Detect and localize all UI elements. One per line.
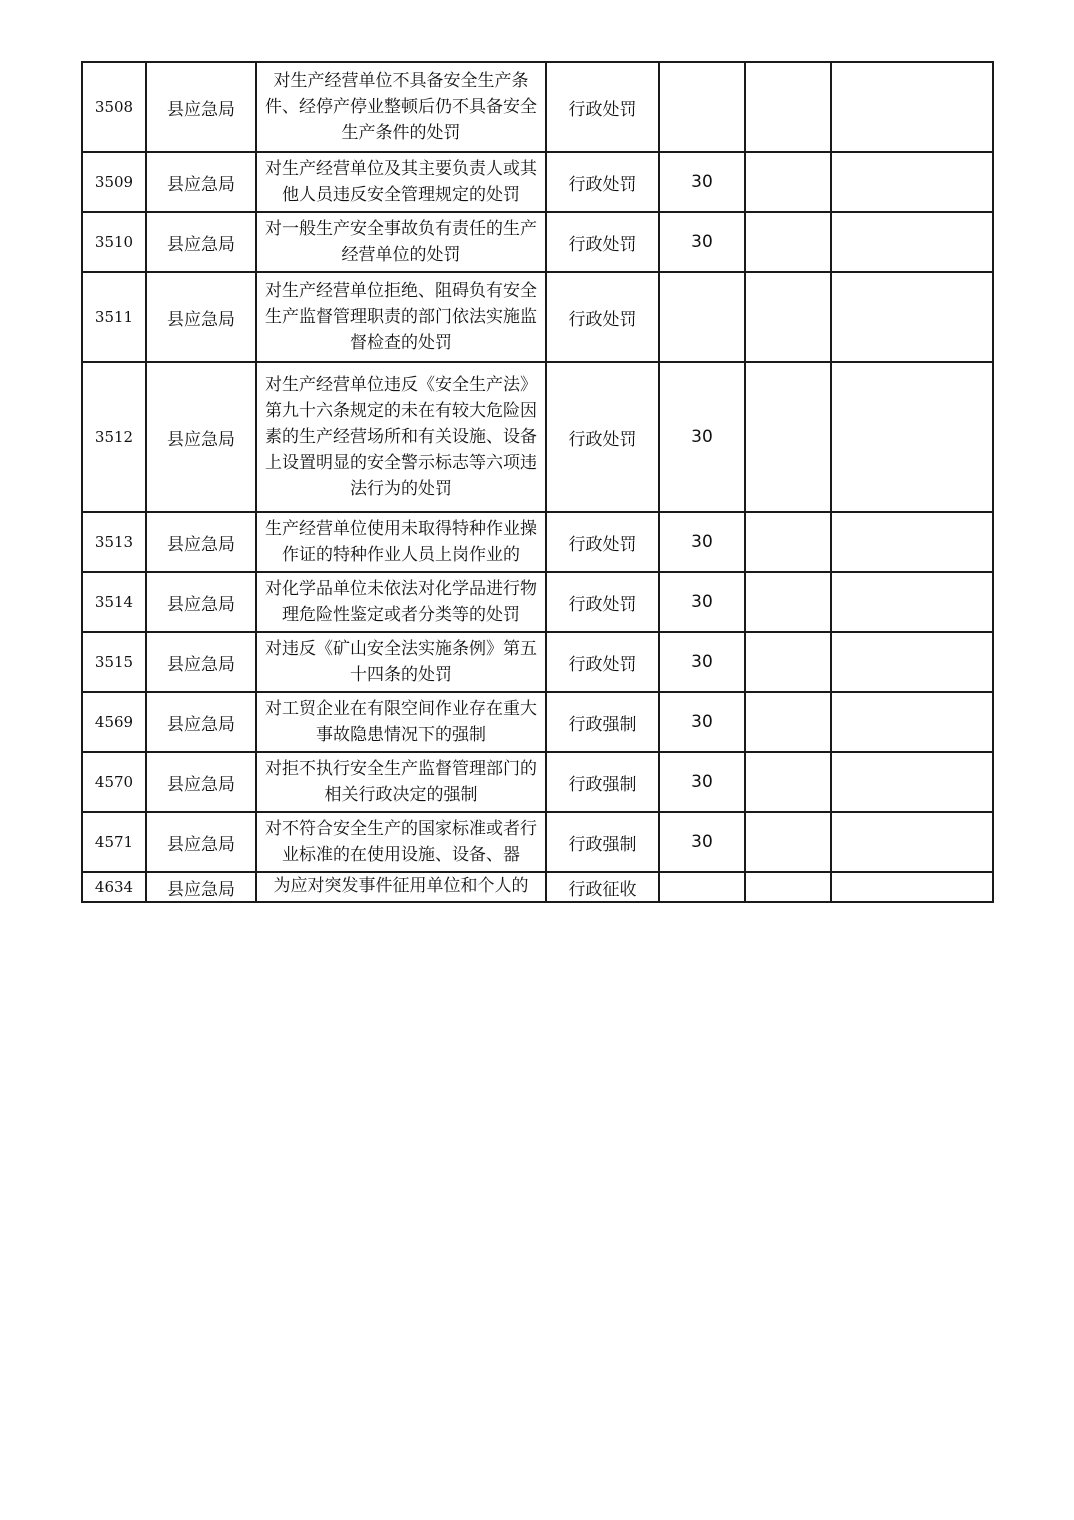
item-number-cell (82, 272, 146, 362)
item-type: 行政处罚 (568, 234, 637, 255)
time-limit: 30 (691, 592, 713, 612)
column-6-cell (745, 572, 831, 632)
item-number-cell (82, 512, 146, 572)
item-number: 3510 (94, 233, 134, 251)
item-type: 行政处罚 (568, 594, 637, 615)
item-type: 行政强制 (568, 834, 637, 855)
item-number-cell (82, 692, 146, 752)
item-number-cell (82, 632, 146, 692)
item-type: 行政处罚 (568, 309, 637, 330)
time-limit-cell (659, 632, 745, 692)
item-name: 为应对突发事件征用单位和个人的 (273, 876, 529, 896)
time-limit: 30 (691, 532, 713, 552)
table-row (82, 512, 993, 572)
item-number-cell (82, 872, 146, 902)
time-limit-cell (659, 362, 745, 512)
department-cell (146, 62, 256, 152)
item-name-cell (256, 272, 546, 362)
department: 县应急局 (167, 834, 235, 855)
department: 县应急局 (167, 99, 235, 120)
time-limit-cell (659, 812, 745, 872)
department: 县应急局 (167, 714, 235, 735)
item-number: 3509 (94, 173, 134, 191)
column-6-cell (745, 752, 831, 812)
item-number: 3508 (94, 98, 134, 116)
table-body (82, 62, 993, 902)
department-cell (146, 272, 256, 362)
item-number: 4569 (94, 713, 134, 731)
item-name: 对工贸企业在有限空间作业存在重大事故隐患情况下的强制 (265, 699, 537, 745)
item-name-cell (256, 812, 546, 872)
time-limit-cell (659, 572, 745, 632)
column-6-cell (745, 692, 831, 752)
table-row (82, 632, 993, 692)
department-cell (146, 572, 256, 632)
table-row (82, 572, 993, 632)
table-row (82, 62, 993, 152)
column-7-cell (831, 212, 993, 272)
item-name: 生产经营单位使用未取得特种作业操作证的特种作业人员上岗作业的 (265, 519, 537, 565)
table-row (82, 752, 993, 812)
department-cell (146, 872, 256, 902)
item-name: 对生产经营单位及其主要负责人或其他人员违反安全管理规定的处罚 (265, 159, 537, 205)
table-row (82, 362, 993, 512)
column-7-cell (831, 362, 993, 512)
column-6-cell (745, 872, 831, 902)
item-type-cell (546, 152, 659, 212)
department-cell (146, 752, 256, 812)
department-cell (146, 362, 256, 512)
item-name-cell (256, 872, 546, 902)
column-6-cell (745, 212, 831, 272)
column-7-cell (831, 272, 993, 362)
item-number: 4571 (94, 833, 134, 851)
item-name-cell (256, 362, 546, 512)
column-6-cell (745, 152, 831, 212)
item-type-cell (546, 752, 659, 812)
item-type-cell (546, 632, 659, 692)
item-name: 对不符合安全生产的国家标准或者行业标准的在使用设施、设备、器 (265, 818, 537, 865)
item-number: 4634 (94, 878, 134, 896)
item-name-cell (256, 572, 546, 632)
table-row (82, 692, 993, 752)
item-name-cell (256, 512, 546, 572)
table-row (82, 152, 993, 212)
item-type-cell (546, 62, 659, 152)
table-row (82, 872, 993, 902)
item-name: 对违反《矿山安全法实施条例》第五十四条的处罚 (265, 639, 537, 685)
time-limit: 30 (691, 772, 713, 792)
item-name: 对生产经营单位违反《安全生产法》第九十六条规定的未在有较大危险因素的生产经营场所和有关设施、设备上设置明显的安全警示标志等六项违法行为的处罚 (265, 375, 537, 499)
item-number-cell (82, 62, 146, 152)
department-cell (146, 692, 256, 752)
department: 县应急局 (167, 174, 235, 195)
department: 县应急局 (167, 594, 235, 615)
department: 县应急局 (167, 654, 235, 675)
item-type-cell (546, 212, 659, 272)
column-6-cell (745, 632, 831, 692)
department: 县应急局 (167, 534, 235, 555)
item-name-cell (256, 212, 546, 272)
item-number-cell (82, 572, 146, 632)
department: 县应急局 (167, 879, 235, 900)
table-row (82, 212, 993, 272)
time-limit: 30 (691, 232, 713, 252)
item-name: 对一般生产安全事故负有责任的生产经营单位的处罚 (265, 219, 537, 265)
item-name-cell (256, 62, 546, 152)
column-7-cell (831, 152, 993, 212)
item-number-cell (82, 362, 146, 512)
item-type-cell (546, 362, 659, 512)
item-type-cell (546, 812, 659, 872)
table-row (82, 272, 993, 362)
column-7-cell (831, 62, 993, 152)
column-7-cell (831, 812, 993, 872)
item-number: 3515 (94, 653, 134, 671)
column-6-cell (745, 512, 831, 572)
item-number: 3512 (94, 428, 134, 446)
time-limit-cell (659, 272, 745, 362)
item-number: 3513 (94, 533, 134, 551)
time-limit: 30 (691, 427, 713, 447)
department: 县应急局 (167, 774, 235, 795)
item-type-cell (546, 872, 659, 902)
item-type-cell (546, 272, 659, 362)
item-type: 行政处罚 (568, 534, 637, 555)
column-7-cell (831, 752, 993, 812)
item-number: 4570 (94, 773, 134, 791)
item-type: 行政强制 (568, 774, 637, 795)
item-type: 行政处罚 (568, 99, 637, 120)
time-limit-cell (659, 752, 745, 812)
item-type: 行政处罚 (568, 654, 637, 675)
item-number-cell (82, 752, 146, 812)
item-type-cell (546, 512, 659, 572)
time-limit: 30 (691, 712, 713, 732)
column-7-cell (831, 572, 993, 632)
time-limit-cell (659, 212, 745, 272)
department-cell (146, 812, 256, 872)
department: 县应急局 (167, 309, 235, 330)
time-limit-cell (659, 872, 745, 902)
time-limit-cell (659, 692, 745, 752)
department-cell (146, 632, 256, 692)
item-name: 对拒不执行安全生产监督管理部门的相关行政决定的强制 (265, 759, 537, 805)
time-limit: 30 (691, 832, 713, 852)
column-6-cell (745, 362, 831, 512)
time-limit: 30 (691, 172, 713, 192)
column-7-cell (831, 692, 993, 752)
item-type: 行政处罚 (568, 429, 637, 450)
time-limit-cell (659, 512, 745, 572)
department: 县应急局 (167, 429, 235, 450)
item-number: 3514 (94, 593, 134, 611)
column-6-cell (745, 62, 831, 152)
item-number-cell (82, 812, 146, 872)
item-type-cell (546, 572, 659, 632)
item-type: 行政处罚 (568, 174, 637, 195)
column-7-cell (831, 512, 993, 572)
item-name: 对化学品单位未依法对化学品进行物理危险性鉴定或者分类等的处罚 (265, 579, 537, 625)
item-type: 行政强制 (568, 714, 637, 735)
item-name: 对生产经营单位不具备安全生产条件、经停产停业整顿后仍不具备安全生产条件的处罚 (265, 71, 537, 143)
service-items-table (81, 61, 994, 903)
item-number-cell (82, 152, 146, 212)
column-7-cell (831, 872, 993, 902)
column-6-cell (745, 812, 831, 872)
column-7-cell (831, 632, 993, 692)
department-cell (146, 212, 256, 272)
item-type-cell (546, 692, 659, 752)
department-cell (146, 512, 256, 572)
item-name-cell (256, 692, 546, 752)
item-name: 对生产经营单位拒绝、阻碍负有安全生产监督管理职责的部门依法实施监督检查的处罚 (265, 281, 537, 353)
item-name-cell (256, 632, 546, 692)
department-cell (146, 152, 256, 212)
time-limit-cell (659, 62, 745, 152)
column-6-cell (745, 272, 831, 362)
table-row (82, 812, 993, 872)
time-limit-cell (659, 152, 745, 212)
item-number-cell (82, 212, 146, 272)
item-name-cell (256, 752, 546, 812)
item-type: 行政征收 (568, 879, 637, 900)
time-limit: 30 (691, 652, 713, 672)
item-number: 3511 (94, 308, 134, 326)
item-name-cell (256, 152, 546, 212)
department: 县应急局 (167, 234, 235, 255)
